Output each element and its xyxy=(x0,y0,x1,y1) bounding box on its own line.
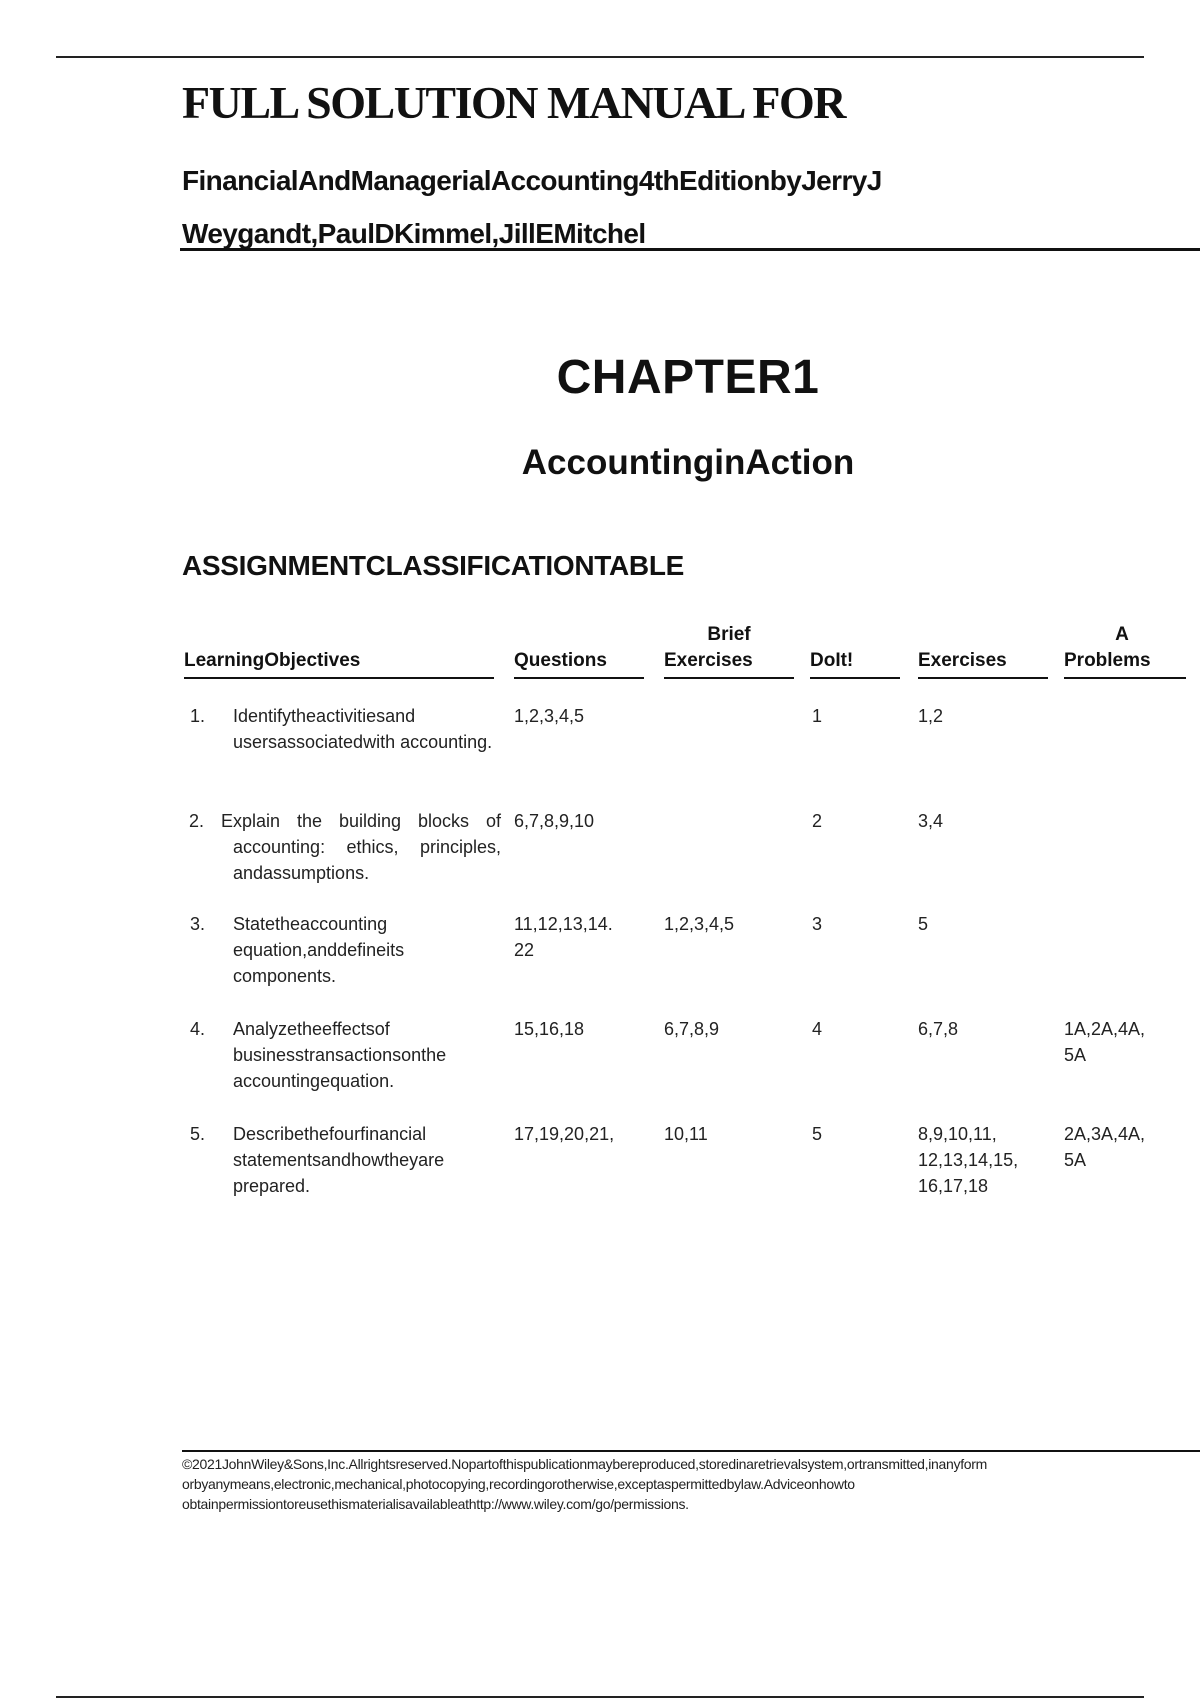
chapter-subtitle: AccountinginAction xyxy=(521,443,855,482)
book-title: FinancialAndManagerialAccounting4thEditionbyJerryJ Weygandt,PaulDKimmel,JillEMitchel xyxy=(182,165,882,249)
objective-text: Analyzetheeffectsof businesstransactionsonthe accountingequation. xyxy=(233,1019,447,1091)
objective-number: 3. xyxy=(190,914,206,934)
doit-cell: 3 xyxy=(812,914,823,934)
header-doit: DoIt! xyxy=(810,648,900,679)
problems-cell: 1A,2A,4A, 5A xyxy=(1064,1019,1146,1065)
brief-exercises-cell: 1,2,3,4,5 xyxy=(664,914,735,934)
doit-cell: 4 xyxy=(812,1019,823,1039)
section-title: ASSIGNMENTCLASSIFICATIONTABLE xyxy=(182,550,685,581)
objective-number: 1. xyxy=(190,706,206,726)
objective-number: 5. xyxy=(190,1124,206,1144)
objective-text: 2. Explain the building blocks of accounting: ethics, principles, andassumptions. xyxy=(189,811,501,883)
header-brief-exercises: Exercises xyxy=(664,648,794,679)
header-questions: Questions xyxy=(514,648,644,679)
manual-title: FULL SOLUTION MANUAL FOR xyxy=(182,77,846,128)
header-brief-top: Brief xyxy=(707,624,751,645)
exercises-cell: 5 xyxy=(918,914,929,934)
doit-cell: 5 xyxy=(812,1124,823,1144)
header-learning-objectives: LearningObjectives xyxy=(184,648,494,679)
objective-text: Statetheaccounting equation,anddefineits components. xyxy=(233,914,405,986)
chapter-title: CHAPTER1 xyxy=(556,351,820,404)
questions-cell: 17,19,20,21, xyxy=(514,1124,615,1144)
header-exercises: Exercises xyxy=(918,648,1048,679)
top-rule xyxy=(56,56,1144,58)
questions-cell: 11,12,13,14. 22 xyxy=(514,914,613,960)
header-problems: Problems xyxy=(1064,648,1186,679)
questions-cell: 15,16,18 xyxy=(514,1019,585,1039)
objective-text: Identifytheactivitiesand usersassociatedwith accounting. xyxy=(233,706,493,752)
title-underline xyxy=(180,248,1200,251)
copyright-footer: ©2021JohnWiley&Sons,Inc.Allrightsreserved.Nopartofthispublicationmaybereproduced,storedinaretrievalsystem,ortransmitted,inanyform orbyanymeans,electronic,mechanical,photocopying,recordingorotherwise,exceptaspermittedbylaw.Adviceonhowto obtainpermissiontoreusethismaterialisavailableathttp://www.wiley.com/go/permissions. xyxy=(182,1450,1200,1514)
exercises-cell: 1,2 xyxy=(918,706,944,726)
problems-cell: 2A,3A,4A, 5A xyxy=(1064,1124,1146,1170)
objective-text: Describethefourfinancial statementsandhowtheyare prepared. xyxy=(233,1124,445,1196)
header-problems-top: A xyxy=(1115,624,1129,645)
exercises-cell: 6,7,8 xyxy=(918,1019,959,1039)
questions-cell: 6,7,8,9,10 xyxy=(514,811,595,831)
brief-exercises-cell: 10,11 xyxy=(664,1124,708,1144)
bottom-rule xyxy=(56,1696,1144,1698)
objective-number: 4. xyxy=(190,1019,206,1039)
doit-cell: 2 xyxy=(812,811,823,831)
brief-exercises-cell: 6,7,8,9 xyxy=(664,1019,720,1039)
exercises-cell: 3,4 xyxy=(918,811,944,831)
doit-cell: 1 xyxy=(812,706,823,726)
questions-cell: 1,2,3,4,5 xyxy=(514,706,585,726)
exercises-cell: 8,9,10,11, 12,13,14,15, 16,17,18 xyxy=(918,1124,1019,1196)
